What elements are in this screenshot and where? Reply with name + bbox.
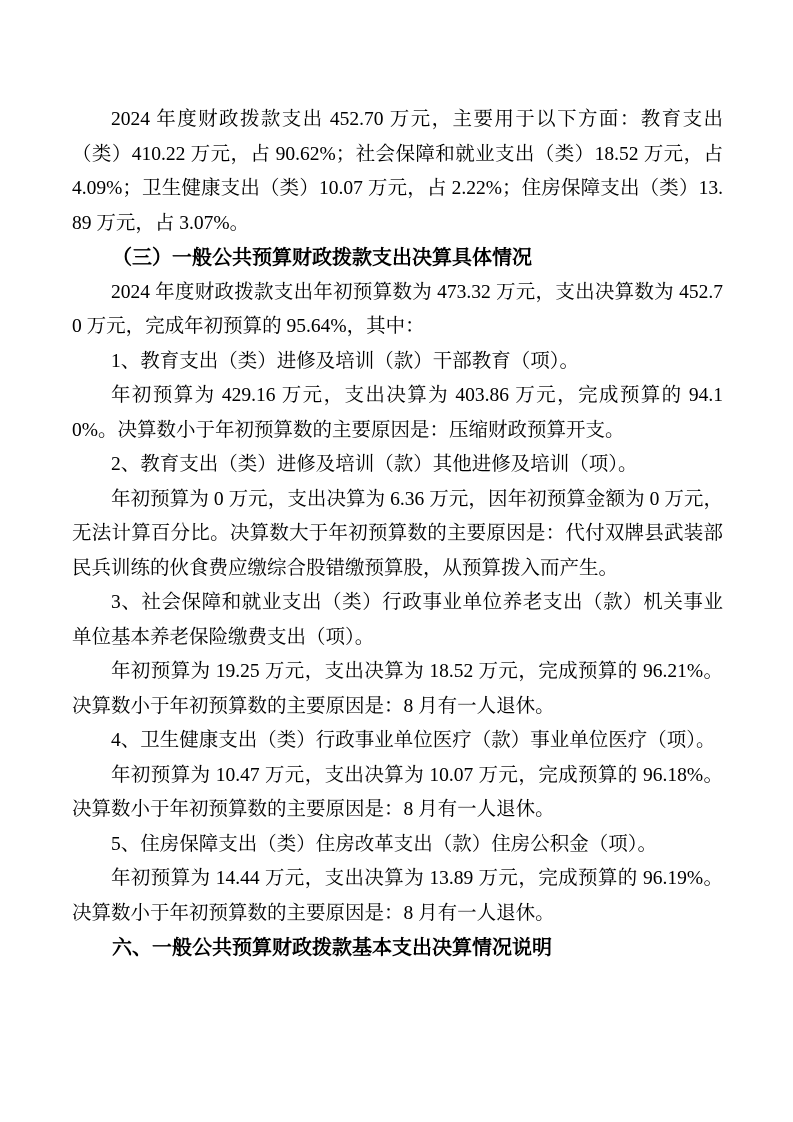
item-1-education-cadre-training-title: 1、教育支出（类）进修及培训（款）干部教育（项）。	[111, 350, 580, 372]
item-2-detail-paragraph: 年初预算为 0 万元，支出决算为 6.36 万元，因年初预算金额为 0 万元，无法计算百分比。决算数大于年初预算数的主要原因是：代付双牌县武装部民兵训练的伙食费应缴综合股错缴预算股，从预算拨入而产生。	[72, 488, 723, 579]
item-4-health-medical-title: 4、卫生健康支出（类）行政事业单位医疗（款）事业单位医疗（项）。	[111, 730, 716, 751]
budget-vs-final-accounts-summary-paragraph: 2024 年度财政拨款支出年初预算数为 473.32 万元，支出决算数为 452.70 万元，完成年初预算的 95.64%，其中：	[72, 281, 723, 337]
item-1-detail-paragraph: 年初预算为 429.16 万元，支出决算为 403.86 万元，完成预算的 94.10%。决算数小于年初预算数的主要原因是：压缩财政预算开支。	[72, 385, 723, 441]
section-heading-basic-expenditure-explanation: 六、一般公共预算财政拨款基本支出决算情况说明	[112, 937, 552, 959]
item-5-detail-paragraph: 年初预算为 14.44 万元，支出决算为 13.89 万元，完成预算的 96.19%。决算数小于年初预算数的主要原因是：8 月有一人退休。	[72, 868, 723, 924]
item-5-housing-fund-title: 5、住房保障支出（类）住房改革支出（款）住房公积金（项）。	[111, 833, 658, 855]
fiscal-expenditure-overview-paragraph: 2024 年度财政拨款支出 452.70 万元，主要用于以下方面：教育支出（类）410.22 万元，占 90.62%；社会保障和就业支出（类）18.52 万元，占 4.09%；卫生健康支出（类）10.07 万元，占 2.22%；住房保障支出（类）13.89 万元，占 3.07%。	[72, 109, 723, 234]
item-3-social-security-pension-title: 3、社会保障和就业支出（类）行政事业单位养老支出（款）机关事业单位基本养老保险缴费支出（项）。	[72, 592, 723, 648]
item-3-detail-paragraph: 年初预算为 19.25 万元，支出决算为 18.52 万元，完成预算的 96.21%。决算数小于年初预算数的主要原因是：8 月有一人退休。	[72, 661, 723, 717]
item-4-detail-paragraph: 年初预算为 10.47 万元，支出决算为 10.07 万元，完成预算的 96.18%。决算数小于年初预算数的主要原因是：8 月有一人退休。	[72, 764, 723, 820]
section-heading-expenditure-final-accounts-detail: （三）一般公共预算财政拨款支出决算具体情况	[112, 247, 532, 269]
item-2-education-other-training-title: 2、教育支出（类）进修及培训（款）其他进修及培训（项）。	[111, 454, 638, 475]
page-text-block	[72, 103, 723, 966]
